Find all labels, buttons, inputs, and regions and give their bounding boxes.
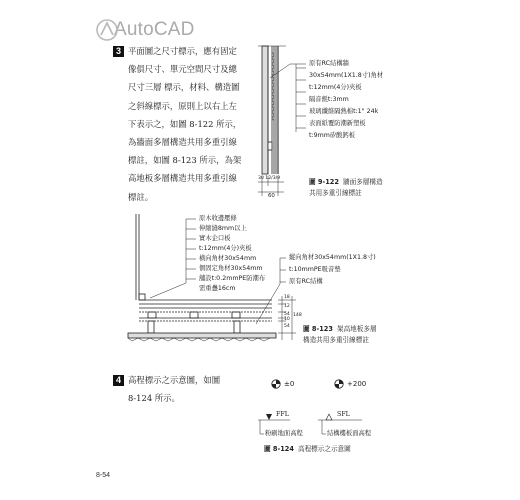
floor-dim: 12 bbox=[284, 304, 290, 309]
floor-label-long-joist: 縱向角材30x54mm(1X1.8寸) bbox=[289, 254, 376, 261]
floor-dim: 54 bbox=[284, 312, 290, 317]
paragraph-line: 8-124 所示。 bbox=[128, 393, 180, 404]
sfl-tag: SFL bbox=[337, 411, 350, 418]
paragraph-line: 標註。 bbox=[128, 191, 154, 202]
floor-label-rc: 原有RC結構 bbox=[289, 278, 323, 285]
figure-123-caption-line2: 構造共用多重引線標註 bbox=[303, 336, 369, 344]
floor-label-tongue-groove: 實木企口板 bbox=[199, 235, 231, 242]
paragraph-line: 高地板多層構造共用多重引線 bbox=[128, 173, 237, 184]
floor-dim-total: 148 bbox=[293, 313, 302, 318]
floor-dim: 54 bbox=[284, 324, 290, 329]
sfl-description: 結構樓板面高程 bbox=[327, 430, 372, 437]
wall-section-drawing bbox=[258, 46, 306, 196]
caption-number: 圖 9-122 bbox=[309, 178, 339, 186]
section-3-badge: 3 bbox=[113, 46, 124, 57]
autocad-logo-text: AutoCAD bbox=[114, 19, 195, 40]
paragraph-line: 為牆面多層構造共用多重引線 bbox=[128, 136, 237, 147]
paragraph-line: 平面圖之尺寸標示，應有固定 bbox=[128, 46, 237, 56]
floor-label-pe-sheet: 舖設t:0.2mmPE防潮布 bbox=[199, 275, 266, 282]
wall-label-insulation: 玻璃纖維隔熱棉t:1" 24k bbox=[309, 108, 379, 115]
figure-122-caption-line2: 共用多重引線標註 bbox=[309, 189, 362, 197]
floor-label-cross-joist: 橫向角材30x54mm bbox=[199, 255, 257, 262]
figure-123-caption bbox=[303, 326, 377, 333]
caption-number: 圖 8-123 bbox=[303, 325, 333, 333]
paragraph-line: 尺寸三層 標示，材料、構造圖 bbox=[128, 82, 240, 93]
wall-dim-total: 60 bbox=[268, 193, 275, 199]
paragraph-line: 之斜線標示，原則上以右上左 bbox=[128, 100, 237, 111]
wall-label-rc: 原有RC結構牆 bbox=[309, 60, 349, 67]
figure-124-caption bbox=[264, 446, 351, 453]
paragraph-line: 高程標示之示意圖，如圖 bbox=[128, 375, 221, 385]
paragraph-line: 標註，如圖 8-123 所示，為架 bbox=[128, 155, 242, 166]
caption-title: 架高地板多層 bbox=[336, 325, 377, 333]
floor-label-plywood: t:12mm(4分)夾板 bbox=[199, 245, 252, 252]
floor-label-pe-pad: t:10mmPE吸音墊 bbox=[289, 266, 341, 273]
floor-label-trim: 原木收邊壓條 bbox=[199, 215, 237, 222]
floor-label-fixed-joist: 個固定角材30x54mm bbox=[199, 265, 263, 272]
ffl-tag: FFL bbox=[276, 411, 289, 418]
wall-label-calcium-silicate: t:9mm矽酸鈣板 bbox=[309, 132, 356, 139]
floor-dim: 18 bbox=[284, 295, 290, 300]
section-4-badge: 4 bbox=[113, 375, 124, 386]
floor-label-expansion: 伸縮縫8mm以上 bbox=[199, 225, 247, 232]
wall-label-acoustic: 隔音氈t:3mm bbox=[309, 96, 349, 103]
caption-number: 圖 8-124 bbox=[264, 445, 294, 453]
figure-122-caption bbox=[309, 179, 383, 186]
elevation-200-label: +200 bbox=[347, 380, 367, 388]
floor-dim: 10 bbox=[284, 317, 290, 322]
caption-title: 高程標示之示意圖 bbox=[297, 445, 351, 453]
wall-label-moisture-board: 表面紙覆防潮新塑板 bbox=[309, 120, 366, 127]
elevation-plus0-label: ±0 bbox=[284, 380, 295, 388]
caption-title: 牆面多層構造 bbox=[342, 178, 383, 186]
section-4-paragraph bbox=[128, 371, 220, 407]
paragraph-line: 下表示之，如圖 8-122 所示， bbox=[128, 118, 242, 129]
ffl-description: 粉刷地面高程 bbox=[265, 430, 303, 437]
paragraph-line: 像俱尺寸、單元空間尺寸及總 bbox=[128, 64, 237, 75]
wall-label-stud: 30x54mm(1X1.8寸)角材 bbox=[309, 72, 384, 79]
wall-label-plywood: t:12mm(4分)夾板 bbox=[309, 84, 362, 91]
wall-dim-small: 30 12/3/9 bbox=[258, 176, 281, 181]
page-number: 8-54 bbox=[96, 472, 111, 479]
floor-label-overlap: 需重疊16cm bbox=[199, 285, 236, 292]
